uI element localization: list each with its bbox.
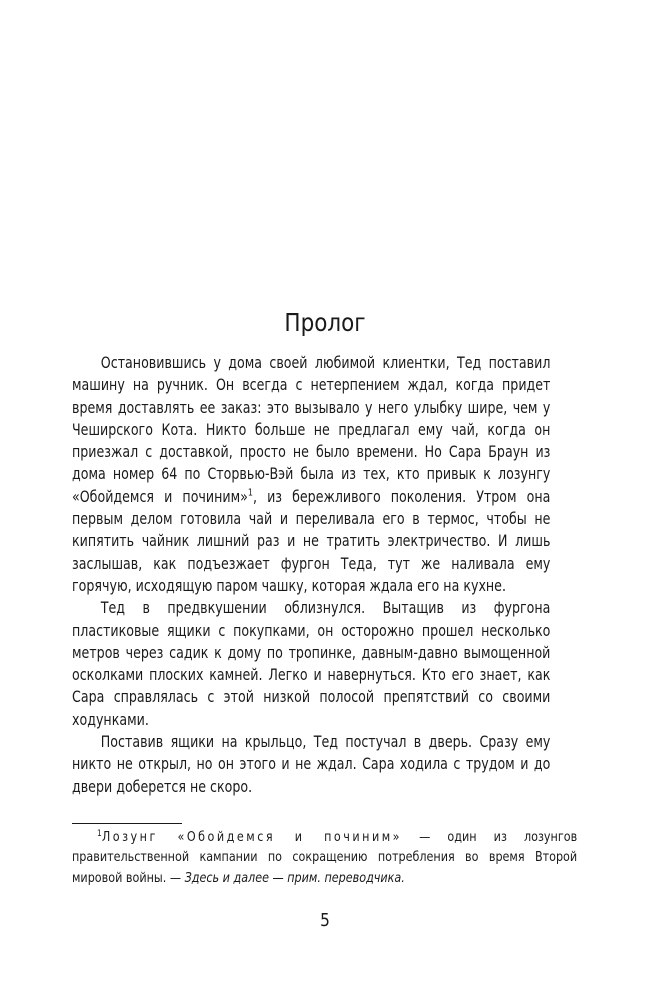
- translator-note: Здесь и далее — прим. переводчика.: [184, 870, 405, 886]
- paragraph-1: [72, 352, 550, 597]
- paragraph-2: Тед в предвкушении облизнулся. Вытащив из фургона пластиковые ящики с покупками, он осторожно прошел несколько метров через садик к дому по тропинке, давным-давно вымощенной осколками плоских камней. Легко и навернуться. Кто его знает, как Сара справлялась с этой низкой полосой препятствий со своими ходунками.: [72, 598, 551, 729]
- paragraph-1-text: Остановившись у дома своей любимой клиентки, Тед поставил машину на ручник. Он всегда с нетерпением ждал, когда придет время доставлять ее заказ: это вызывало у него улыбку шире, чем у Чеширского Кота. Никто больше не предлагал ему чай, когда он приезжал с доставкой, просто не было времени. Но Сара Браун из дома номер 64 по Сторвью-Вэй была из тех, кто привык к лозунгу «Обойдемся и починим»: [72, 353, 551, 506]
- chapter-title: Пролог: [284, 308, 366, 337]
- footnote-text: — один из лозунгов правительственной кампании по сокращению потребления во время Второй мировой войны. —: [72, 830, 578, 886]
- footnote-reference[interactable]: 1: [247, 487, 253, 499]
- paragraph-3: Поставив ящики на крыльцо, Тед постучал в дверь. Сразу ему никто не открыл, но он этого и не ждал. Сара ходила с трудом и до двери доберется не скоро.: [72, 732, 551, 796]
- footnote-slogan: Лозунг «Обойдемся и починим»: [101, 830, 403, 845]
- paragraph-1-continuation: , из бережливого поколения. Утром она первым делом готовила чай и переливала его в термос, чтобы не кипятить чайник лишний раз и не тратить электричество. И лишь заслышав, как подъезжает фургон Теда, тут же наливала ему горячую, исходящую паром чашку, которая ждала его на кухне.: [72, 486, 551, 595]
- footnote-number: 1: [97, 828, 102, 839]
- footnote-divider: [72, 823, 182, 824]
- footnote: [72, 828, 577, 889]
- page-number: 5: [320, 910, 330, 931]
- chapter-body: [72, 352, 550, 798]
